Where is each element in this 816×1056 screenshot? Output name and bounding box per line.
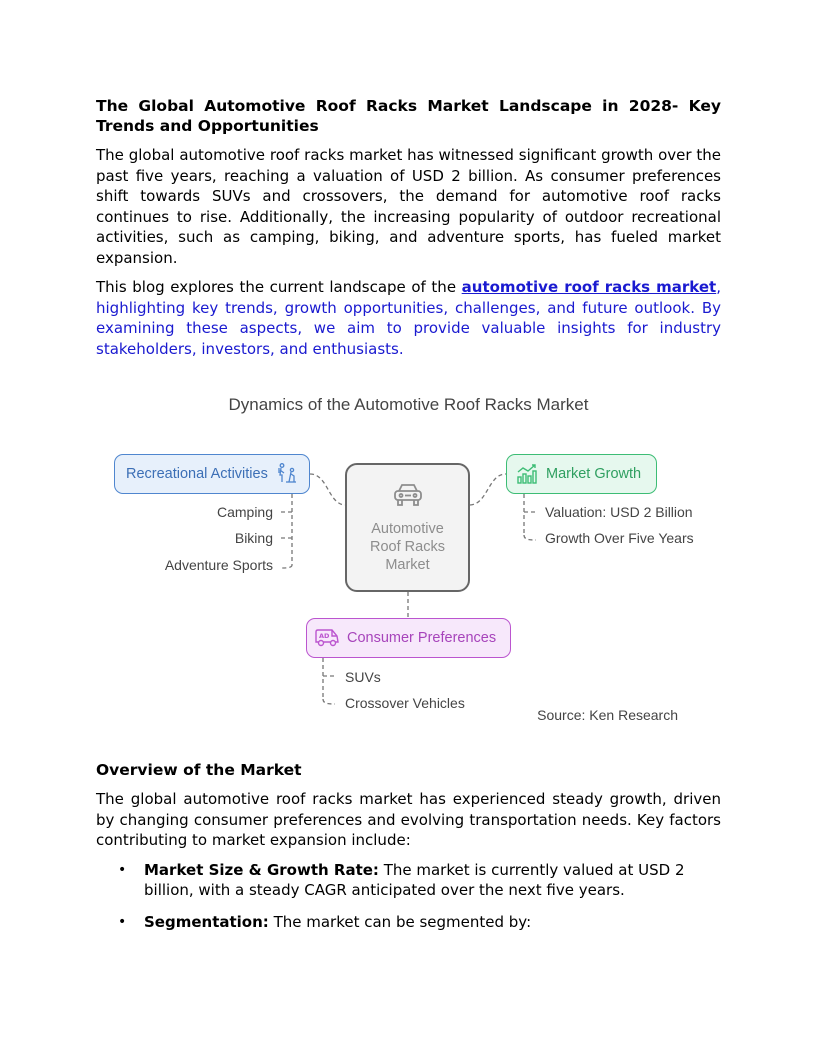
recreational-item-adventure: Adventure Sports xyxy=(164,557,273,573)
bullet-text: The market is currently valued at USD 2 billion, with a steady CAGR anticipated over the next five years. xyxy=(144,860,685,899)
growth-item-five-years: Growth Over Five Years xyxy=(545,530,694,546)
bullet-label: Segmentation: xyxy=(144,912,269,931)
consumer-preferences-label: Consumer Preferences xyxy=(347,630,497,646)
bullet-segmentation xyxy=(96,912,721,933)
blog-rest: , highlighting key trends, growth opportunities, challenges, and future outlook. By examining these aspects, we aim to provide valuable insights for industry stakeholders, investors, and enthusiasts. xyxy=(96,278,721,358)
article-title: The Global Automotive Roof Racks Market Landscape in 2028- Key Trends and Opportunities xyxy=(96,97,721,135)
overview-paragraph: The global automotive roof racks market has experienced steady growth, driven by changing consumer preferences and evolving transportation needs. Key factors contributing to market expansion include: xyxy=(96,790,721,849)
car-icon xyxy=(391,482,425,508)
market-dynamics-diagram xyxy=(96,380,721,740)
recreational-item-camping: Camping xyxy=(216,504,273,520)
growth-chart-icon xyxy=(516,463,538,485)
diagram-title: Dynamics of the Automotive Roof Racks Market xyxy=(228,395,589,414)
blog-paragraph xyxy=(96,277,721,359)
growth-item-valuation: Valuation: USD 2 Billion xyxy=(545,504,693,520)
overview-bullets xyxy=(96,860,721,933)
consumer-item-crossover: Crossover Vehicles xyxy=(345,695,465,711)
overview-section xyxy=(96,760,721,943)
blog-prefix: This blog explores the current landscape of the xyxy=(96,278,462,296)
consumer-item-suvs: SUVs xyxy=(345,669,381,685)
center-line-1: Automotive xyxy=(371,520,444,537)
market-link[interactable]: automotive roof racks market xyxy=(461,278,717,296)
van-icon xyxy=(314,627,340,649)
consumer-preferences-node xyxy=(306,618,511,658)
overview-heading: Overview of the Market xyxy=(96,761,302,779)
intro-paragraph: The global automotive roof racks market has witnessed significant growth over the past five years, reaching a valuation of USD 2 billion. As consumer preferences shift towards SUVs and crossovers, the demand for automotive roof racks continues to rise. Additionally, the increasing popularity of outdoor recreational activities, such as camping, biking, and adventure sports, has fueled market expansion. xyxy=(96,146,721,267)
bullet-label: Market Size & Growth Rate: xyxy=(144,860,379,879)
recreational-activities-label: Recreational Activities xyxy=(126,466,268,482)
article xyxy=(96,96,721,368)
center-line-3: Market xyxy=(385,556,430,573)
svg-text:AD: AD xyxy=(319,632,330,640)
diagram-source: Source: Ken Research xyxy=(537,707,678,723)
recreational-item-biking: Biking xyxy=(234,530,273,546)
bullet-market-size xyxy=(96,860,721,901)
center-node xyxy=(345,463,470,592)
hiking-icon xyxy=(276,462,300,486)
bullet-text: The market can be segmented by: xyxy=(268,912,532,931)
center-line-2: Roof Racks xyxy=(370,538,445,555)
recreational-activities-node xyxy=(114,454,310,494)
market-growth-label: Market Growth xyxy=(546,466,642,482)
market-growth-node xyxy=(506,454,657,494)
